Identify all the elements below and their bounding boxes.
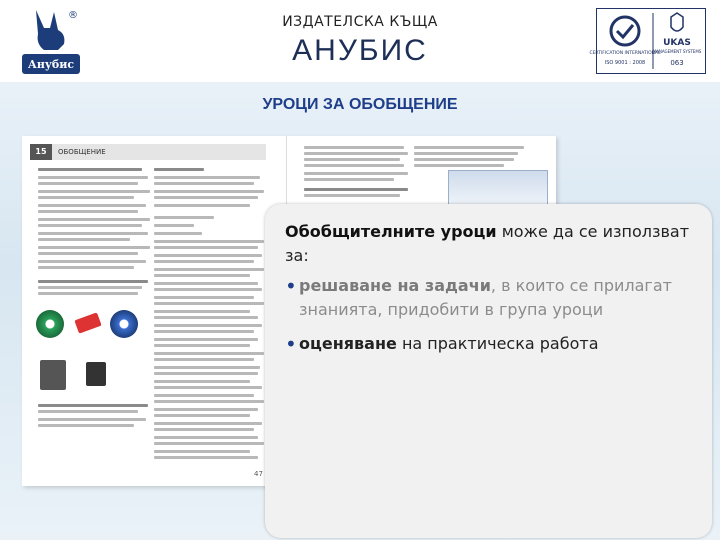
- bullet-rest: , в които се прилагат знанията, придобити в група уроци: [299, 276, 672, 319]
- summary-callout: [265, 204, 712, 538]
- callout-intro-bold: Обобщителните уроци: [285, 222, 497, 241]
- svg-text:CERTIFICATION INTERNATIONAL: CERTIFICATION INTERNATIONAL: [589, 51, 661, 56]
- callout-intro-rest: може да се използват за:: [285, 222, 690, 265]
- publisher-label: ИЗДАТЕЛСКА КЪЩА: [282, 14, 438, 30]
- svg-text:UKAS: UKAS: [663, 38, 691, 48]
- bullet-bold: решаване на задачи: [299, 276, 491, 295]
- page-header: [0, 0, 720, 82]
- bullet-dot-icon: •: [285, 274, 297, 298]
- brand-name: АНУБИС: [292, 34, 428, 67]
- bullet-bold: оценяване: [299, 334, 397, 353]
- svg-text:MANAGEMENT SYSTEMS: MANAGEMENT SYSTEMS: [652, 49, 702, 54]
- callout-bullet-assessment: [285, 332, 696, 356]
- bullet-dot-icon: •: [285, 332, 297, 356]
- bullet-rest: на практическа работа: [401, 334, 599, 353]
- textbook-left-page: [22, 136, 287, 486]
- svg-text:063: 063: [670, 59, 684, 67]
- lesson-number: 15: [30, 144, 52, 160]
- svg-text:ISO 9001 : 2008: ISO 9001 : 2008: [604, 60, 646, 66]
- certification-badge: [589, 8, 706, 74]
- callout-intro: [285, 220, 696, 268]
- callout-bullet-problems: [285, 274, 696, 322]
- svg-text:®: ®: [68, 10, 78, 21]
- lesson-heading: ОБОБЩЕНИЕ: [30, 144, 266, 160]
- slide-title: УРОЦИ ЗА ОБОБЩЕНИЕ: [262, 96, 458, 113]
- page-number: 47: [254, 470, 263, 478]
- svg-text:Анубис: Анубис: [27, 58, 75, 71]
